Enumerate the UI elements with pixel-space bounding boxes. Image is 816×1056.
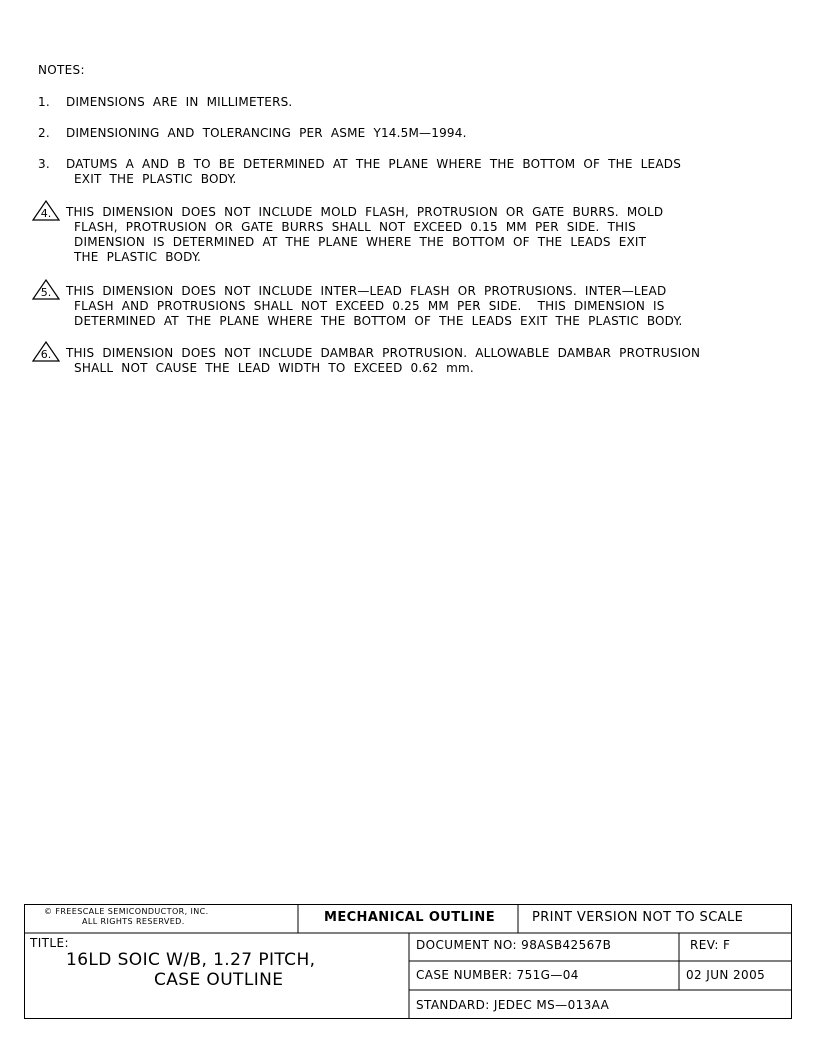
note-text-line: DETERMINED AT THE PLANE WHERE THE BOTTOM OF THE LEADS EXIT THE PLASTIC BODY.	[66, 314, 683, 328]
standard: STANDARD: JEDEC MS—013AA	[416, 998, 610, 1012]
note-text-line: FLASH AND PROTRUSIONS SHALL NOT EXCEED 0.25 MM PER SIDE. THIS DIMENSION IS	[66, 299, 665, 313]
flag-note-5-icon	[32, 279, 60, 301]
title-block	[24, 904, 792, 1019]
print-version-label: PRINT VERSION NOT TO SCALE	[532, 910, 744, 925]
note-text-line: THE PLASTIC BODY.	[66, 250, 202, 264]
notes-section	[0, 0, 816, 420]
note-text-line: THIS DIMENSION DOES NOT INCLUDE INTER—LEAD FLASH OR PROTRUSIONS. INTER—LEAD	[66, 284, 667, 298]
flag-number: 5.	[40, 286, 52, 299]
revision: REV: F	[690, 938, 731, 952]
flag-number: 4.	[40, 207, 52, 220]
mechanical-outline-label: MECHANICAL OUTLINE	[324, 910, 495, 925]
note-text-line: DATUMS A AND B TO BE DETERMINED AT THE PLANE WHERE THE BOTTOM OF THE LEADS	[66, 157, 682, 171]
flag-number: 6.	[40, 348, 52, 361]
note-text-line: DIMENSION IS DETERMINED AT THE PLANE WHERE THE BOTTOM OF THE LEADS EXIT	[66, 235, 647, 249]
rights-reserved-text: ALL RIGHTS RESERVED.	[82, 917, 185, 926]
note-text-line: THIS DIMENSION DOES NOT INCLUDE MOLD FLASH, PROTRUSION OR GATE BURRS. MOLD	[66, 205, 664, 219]
document-number: DOCUMENT NO: 98ASB42567B	[416, 938, 612, 952]
note-number: 2.	[38, 126, 50, 140]
note-text-line: THIS DIMENSION DOES NOT INCLUDE DAMBAR PROTRUSION. ALLOWABLE DAMBAR PROTRUSION	[66, 346, 701, 360]
copyright-text: © FREESCALE SEMICONDUCTOR, INC.	[44, 907, 209, 916]
drawing-title-line2: CASE OUTLINE	[154, 970, 284, 990]
drawing-title-line1: 16LD SOIC W/B, 1.27 PITCH,	[66, 950, 316, 970]
note-number: 1.	[38, 95, 50, 109]
notes-heading: NOTES:	[38, 63, 85, 77]
title-label: TITLE:	[30, 936, 69, 950]
revision-date: 02 JUN 2005	[686, 968, 766, 982]
flag-note-4-icon	[32, 200, 60, 222]
note-text-line: SHALL NOT CAUSE THE LEAD WIDTH TO EXCEED 0.62 mm.	[66, 361, 474, 375]
note-number: 3.	[38, 157, 50, 171]
case-number: CASE NUMBER: 751G—04	[416, 968, 579, 982]
note-text-line: FLASH, PROTRUSION OR GATE BURRS SHALL NOT EXCEED 0.15 MM PER SIDE. THIS	[66, 220, 636, 234]
note-text-line: DIMENSIONING AND TOLERANCING PER ASME Y14.5M—1994.	[66, 126, 467, 140]
note-text-line: DIMENSIONS ARE IN MILLIMETERS.	[66, 95, 293, 109]
note-text-line: EXIT THE PLASTIC BODY.	[66, 172, 237, 186]
flag-note-6-icon	[32, 341, 60, 363]
